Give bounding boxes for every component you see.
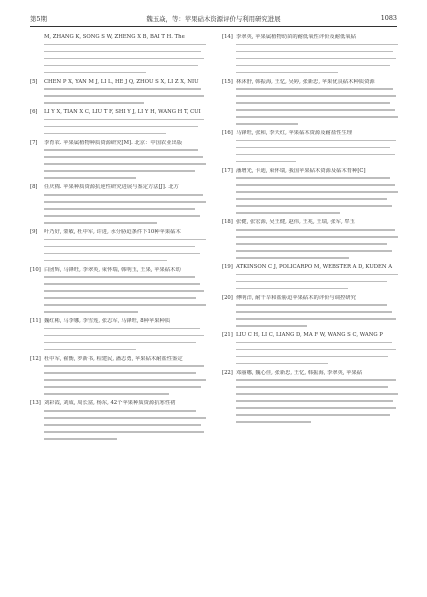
text-line — [236, 144, 398, 151]
text-line — [236, 346, 398, 353]
text-line — [236, 398, 398, 405]
text-line — [44, 332, 206, 339]
text-line — [44, 257, 206, 264]
header-rule — [30, 26, 397, 27]
reference-number: [13] — [30, 400, 41, 407]
text-line — [44, 212, 206, 219]
reference-number: [11] — [30, 318, 41, 325]
page-number: 1083 — [380, 14, 397, 22]
text-line — [44, 421, 206, 428]
text-line — [44, 175, 206, 182]
text-line — [44, 154, 206, 161]
text-line — [44, 219, 206, 226]
text-line — [44, 191, 206, 198]
text-line — [236, 93, 398, 100]
text-line — [236, 69, 398, 76]
text-line — [44, 205, 206, 212]
text-line — [236, 353, 398, 360]
reference-first-line: 魏红彬, 马李娜, 李雪莲, 张志军, 马锋旺, 8种苹果种质 — [44, 318, 171, 325]
reference-number: [8] — [30, 184, 38, 191]
text-line — [236, 285, 398, 292]
text-line — [236, 226, 398, 233]
text-line — [44, 116, 206, 123]
text-line — [236, 240, 398, 247]
reference-first-line: LI Y X, TIAN X C, LIU T F, SHI Y J, LI Y H, WANG H T, CUI — [44, 109, 201, 116]
text-line — [236, 405, 398, 412]
reference-number: [20] — [222, 294, 233, 301]
text-line — [44, 161, 206, 168]
reference-number: [15] — [222, 78, 233, 85]
text-line — [44, 62, 206, 69]
reference-item — [222, 295, 398, 330]
reference-body — [44, 140, 206, 182]
reference-item — [222, 34, 398, 76]
text-line — [236, 419, 398, 426]
text-line — [44, 407, 206, 414]
text-line — [236, 121, 398, 128]
text-line — [236, 302, 398, 309]
text-line — [44, 339, 206, 346]
reference-number: [16] — [222, 130, 233, 137]
reference-item — [30, 140, 206, 182]
text-line — [236, 271, 398, 278]
reference-item — [30, 79, 206, 107]
text-line — [236, 182, 398, 189]
text-line — [236, 158, 398, 165]
text-line — [236, 196, 398, 203]
running-title: 魏玉焱，等：苹果砧木资源评价与利用研究进展 — [146, 15, 281, 23]
reference-item — [222, 264, 398, 292]
text-line — [44, 86, 206, 93]
reference-body — [44, 267, 206, 316]
issue-number: 第5期 — [30, 15, 47, 23]
text-line — [236, 391, 398, 398]
text-line — [44, 309, 206, 316]
text-line — [44, 250, 206, 257]
reference-body — [236, 168, 398, 217]
reference-item — [30, 34, 206, 76]
reference-body — [236, 219, 398, 261]
reference-first-line: 任庆棉. 苹果种质资源抗逆性研究进展与鉴定方法[J]. 北方 — [44, 184, 179, 191]
text-line — [236, 247, 398, 254]
reference-item — [30, 318, 206, 353]
text-line — [236, 233, 398, 240]
text-line — [44, 198, 206, 205]
text-line — [236, 114, 398, 121]
text-line — [236, 175, 398, 182]
text-line — [236, 309, 398, 316]
reference-item — [222, 370, 398, 426]
text-line — [44, 363, 206, 370]
reference-first-line: 李育农. 苹果属植物种质资源研究[M]. 北京：中国农业出版 — [44, 139, 183, 146]
reference-item — [30, 400, 206, 442]
text-line — [236, 55, 398, 62]
reference-first-line: CHEN P X, YAN M J, LI L, HE J Q, ZHOU S X, LI Z X, NIU — [44, 78, 199, 85]
reference-item — [30, 229, 206, 264]
reference-first-line: 马锋旺, 张和, 李天红, 苹果砧木资源及耐盐性生理 — [236, 130, 353, 137]
reference-first-line: M, ZHANG K, SONG S W, ZHENG X B, BAI T H. The — [44, 34, 185, 40]
text-line — [44, 325, 206, 332]
text-line — [44, 123, 206, 130]
reference-body — [236, 264, 398, 292]
text-line — [44, 414, 206, 421]
text-line — [44, 168, 206, 175]
text-line — [236, 316, 398, 323]
reference-item — [222, 219, 398, 261]
reference-first-line: 刘彩霞, 刘成, 周长富, 杨东, 42个苹果种质资源抗寒性初 — [44, 400, 176, 407]
text-line — [236, 203, 398, 210]
text-line — [236, 360, 398, 367]
text-line — [236, 86, 398, 93]
reference-first-line: 叶乃好, 蒙敏, 杜中军, 许进, 水分胁迫条件下10种苹果砧木 — [44, 228, 181, 235]
text-line — [236, 151, 398, 158]
reference-number: [18] — [222, 219, 233, 226]
reference-body — [236, 295, 398, 330]
text-line — [236, 323, 398, 330]
text-line — [44, 243, 206, 250]
text-line — [236, 41, 398, 48]
reference-number: [9] — [30, 228, 38, 235]
text-line — [44, 93, 206, 100]
text-line — [44, 69, 206, 76]
text-line — [236, 100, 398, 107]
right-column — [222, 34, 398, 428]
reference-body — [44, 79, 206, 107]
reference-body — [236, 79, 398, 128]
text-line — [44, 236, 206, 243]
reference-number: [17] — [222, 167, 233, 174]
text-line — [44, 130, 206, 137]
text-line — [44, 147, 206, 154]
reference-first-line: 张健, 张宏源, 吴王健, 赵伟, 王兆, 王瑞, 张军, 牟玉 — [236, 219, 355, 226]
reference-first-line: 林沐舒, 韩振海, 王忆, 吴婷, 张新忠, 苹果优良砧木种质资源 — [236, 78, 375, 85]
reference-first-line: 李翠英, 苹果属植物幼苗的耐低氧性评价及耐低氧砧 — [236, 34, 356, 40]
text-line — [236, 137, 398, 144]
reference-body — [44, 229, 206, 264]
reference-number: [14] — [222, 34, 233, 40]
text-line — [236, 62, 398, 69]
reference-item — [30, 267, 206, 316]
text-line — [44, 377, 206, 384]
left-column — [30, 34, 206, 445]
text-line — [44, 274, 206, 281]
reference-number: [22] — [222, 369, 233, 376]
reference-number: [12] — [30, 355, 41, 362]
text-line — [236, 210, 398, 217]
text-line — [44, 391, 206, 398]
reference-number: [5] — [30, 78, 38, 85]
reference-number: [19] — [222, 263, 233, 270]
text-line — [236, 254, 398, 261]
reference-item — [222, 79, 398, 128]
reference-body — [236, 130, 398, 165]
text-line — [236, 339, 398, 346]
reference-number: [7] — [30, 139, 38, 146]
reference-body — [44, 400, 206, 442]
reference-item — [30, 109, 206, 137]
text-line — [44, 100, 206, 107]
reference-item — [222, 168, 398, 217]
text-line — [44, 384, 206, 391]
reference-first-line: ATKINSON C J, POLICARPO M, WEBSTER A D, KUDEN A — [236, 263, 393, 270]
reference-first-line: 潘增光, 卡迪, 束怀瑞, 我国苹果砧木资源及砧木育种[C] — [236, 167, 366, 174]
reference-first-line: LIU C H, LI C, LIANG D, MA F W, WANG S C, WANG P — [236, 332, 383, 339]
reference-first-line: 杜中军, 翟衡, 罗新书, 程建民, 潘志勇, 苹果砧木耐盐性鉴定 — [44, 355, 183, 362]
reference-body — [236, 332, 398, 367]
reference-body — [236, 370, 398, 426]
reference-first-line: 白团辉, 马锋旺, 李翠英, 束怀瑞, 韩明玉, 王果, 苹果砧木幼 — [44, 266, 181, 273]
reference-first-line: 傅明洋, 耐干旱和盐胁迫苹果砧木的评价与调控研究 — [236, 294, 356, 301]
reference-item — [30, 184, 206, 226]
text-line — [236, 107, 398, 114]
reference-body — [236, 34, 398, 76]
reference-number: [21] — [222, 332, 233, 339]
reference-item — [30, 356, 206, 398]
text-line — [236, 48, 398, 55]
reference-item — [222, 130, 398, 165]
reference-number: [6] — [30, 109, 38, 116]
text-line — [44, 346, 206, 353]
reference-body — [44, 318, 206, 353]
text-line — [44, 55, 206, 62]
text-line — [44, 370, 206, 377]
page-header — [30, 14, 397, 25]
reference-body — [44, 356, 206, 398]
reference-first-line: 邓丽娜, 魏心佳, 张新忠, 王忆, 韩振海, 李翠英, 苹果砧 — [236, 369, 363, 376]
reference-number: [10] — [30, 266, 41, 273]
text-line — [236, 377, 398, 384]
text-line — [44, 48, 206, 55]
reference-body — [44, 34, 206, 76]
text-line — [236, 412, 398, 419]
text-line — [44, 41, 206, 48]
text-line — [44, 428, 206, 435]
text-line — [236, 278, 398, 285]
text-line — [44, 288, 206, 295]
text-line — [236, 384, 398, 391]
reference-body — [44, 109, 206, 137]
text-line — [44, 435, 206, 442]
text-line — [44, 281, 206, 288]
text-line — [236, 189, 398, 196]
reference-item — [222, 332, 398, 367]
reference-body — [44, 184, 206, 226]
text-line — [44, 302, 206, 309]
text-line — [44, 295, 206, 302]
